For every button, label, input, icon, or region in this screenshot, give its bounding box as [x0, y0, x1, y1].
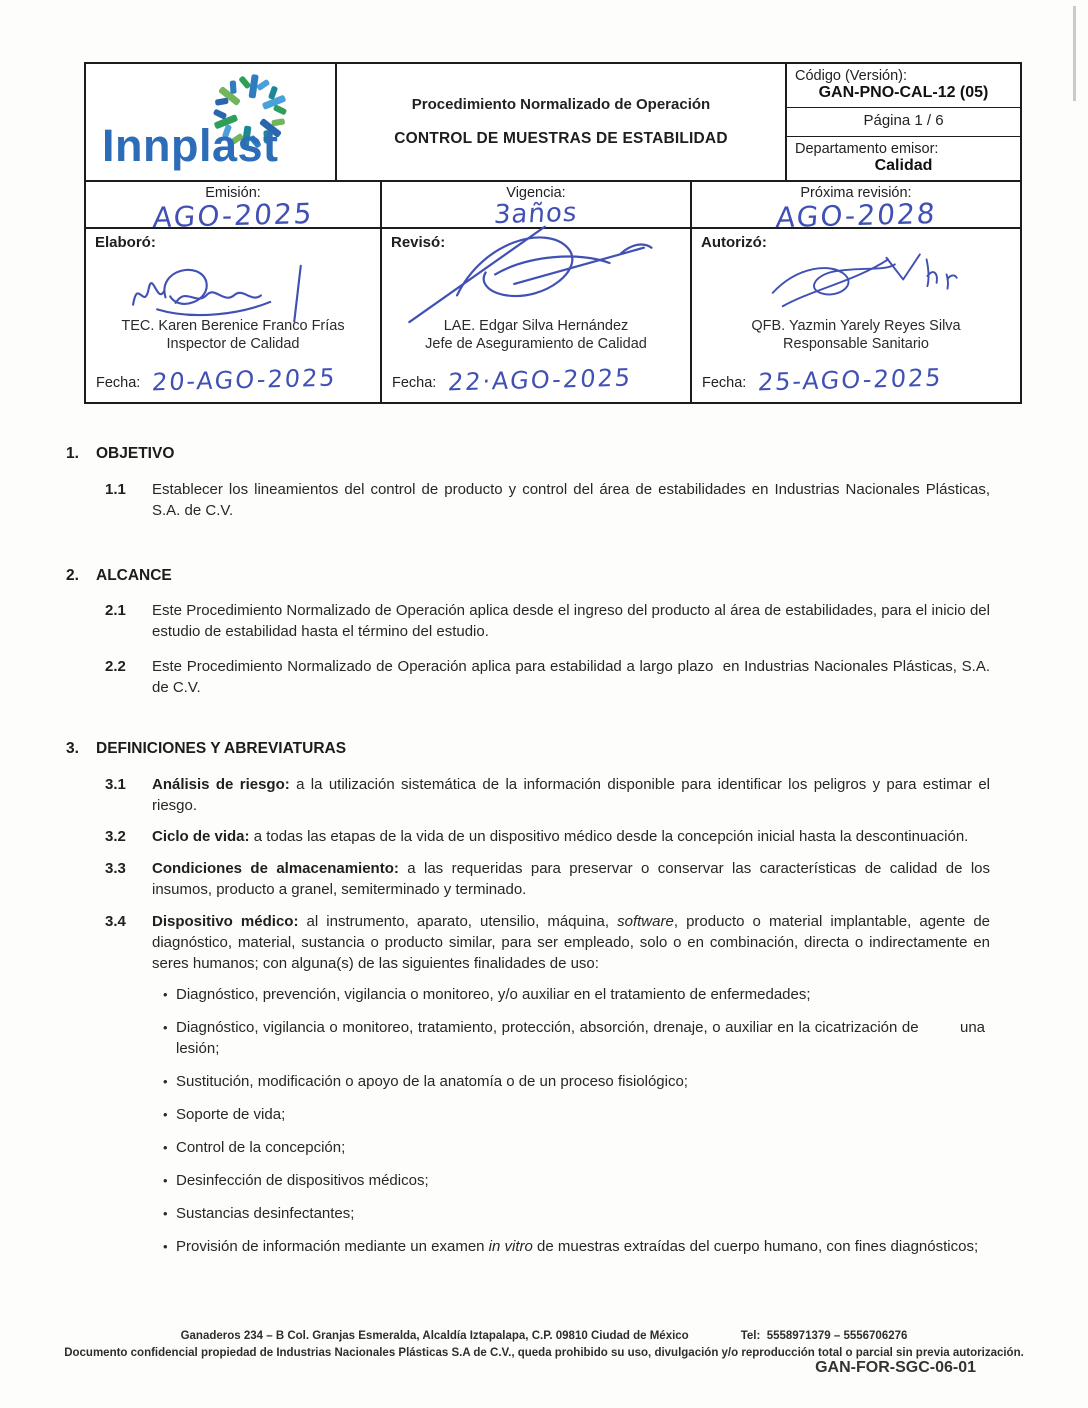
header-table — [84, 62, 1022, 404]
department-cell — [787, 137, 1020, 180]
clause-3-4 — [66, 911, 990, 974]
page-number: Página 1 / 6 — [787, 108, 1020, 137]
clause-3-3 — [66, 858, 990, 900]
clause-text: Establecer los lineamientos del control de producto y control del área de estabilidades en Industrias Nacionales Plásticas, S.A. de C.V. — [152, 481, 990, 519]
list-item: • Control de la concepción; — [163, 1137, 985, 1158]
department-label: Departamento emisor: — [795, 141, 939, 157]
reviso-date-handwritten: 22·AGO-2025 — [447, 363, 634, 397]
section-heading-alcance — [66, 565, 990, 586]
clause-text: Condiciones de almacenamiento: a las requeridas para preservar o conservar las características de calidad de los insumos, producto a granel, semiterminado y terminado. — [152, 860, 990, 898]
list-item: • Soporte de vida; — [163, 1104, 985, 1125]
section-number: 2. — [66, 567, 79, 584]
validity-label: Vigencia: — [506, 185, 566, 201]
section-title: ALCANCE — [96, 567, 172, 584]
doc-info-block — [787, 64, 1020, 180]
autorizo-date-label: Fecha: — [702, 375, 747, 391]
autorizo-position: Responsable Sanitario — [783, 336, 929, 352]
clause-number: 3.4 — [105, 913, 126, 930]
reviso-date-label: Fecha: — [392, 375, 437, 391]
header-row-title — [86, 64, 1020, 182]
autorizo-label: Autorizó: — [701, 234, 767, 251]
department-value: Calidad — [874, 157, 933, 174]
doc-code-value: GAN-PNO-CAL-12 (05) — [818, 84, 989, 101]
header-row-dates — [86, 182, 1020, 235]
doc-code-label: Código (Versión): — [795, 68, 908, 84]
section-number: 1. — [66, 445, 79, 462]
clause-number: 2.1 — [105, 602, 126, 619]
footer-confidential: Documento confidencial propiedad de Industrias Nacionales Plásticas S.A de C.V., queda prohibido su uso, divulgación y/o reproducción total o parcial sin previa autorización. — [64, 1347, 1024, 1359]
reviso-position: Jefe de Aseguramiento de Calidad — [425, 336, 647, 352]
elaboro-position: Inspector de Calidad — [166, 336, 300, 352]
clause-1-1 — [66, 479, 990, 521]
header-row-signatures — [86, 229, 1020, 402]
reviso-signature — [396, 215, 682, 335]
section-number: 3. — [66, 740, 79, 757]
list-item: • Sustancias desinfectantes; — [163, 1203, 985, 1224]
document-body — [66, 443, 990, 1269]
clause-3-1 — [66, 774, 990, 816]
elaboro-date-row — [96, 363, 338, 397]
clause-text: Este Procedimiento Normalizado de Operación aplica para estabilidad a largo plazo en Industrias Nacionales Plásticas, S.A. de C.V. — [152, 658, 990, 696]
page-title: CONTROL DE MUESTRAS DE ESTABILIDAD — [394, 130, 728, 147]
elaboro-name: TEC. Karen Berenice Franco Frías — [121, 318, 345, 334]
clause-number: 3.3 — [105, 860, 126, 877]
list-item: • Sustitución, modificación o apoyo de la anatomía o de un proceso fisiológico; — [163, 1071, 985, 1092]
reviso-date-row — [392, 363, 634, 397]
logo-text: Innplast — [102, 120, 279, 171]
clause-text: Ciclo de vida: a todas las etapas de la vida de un dispositivo médico desde la concepción inicial hasta la descontinuación. — [152, 828, 969, 845]
validity-handwritten: 3años — [493, 197, 579, 231]
elaboro-date-label: Fecha: — [96, 375, 141, 391]
elaboro-date-handwritten: 20-AGO-2025 — [151, 363, 338, 397]
clause-text: Este Procedimiento Normalizado de Operación aplica desde el ingreso del producto al área de estabilidades, para el inicio del estudio de estabilidad hasta el término del estudio. — [152, 602, 990, 640]
autorizo-signature — [748, 241, 978, 338]
list-item: • Diagnóstico, prevención, vigilancia o monitoreo, y/o auxiliar en el tratamiento de enfermedades; — [163, 984, 985, 1005]
clause-number: 3.1 — [105, 776, 126, 793]
doc-type: Procedimiento Normalizado de Operación — [411, 96, 711, 113]
clause-2-1 — [66, 600, 990, 642]
elaboro-signature — [116, 251, 341, 344]
section-title: DEFINICIONES Y ABREVIATURAS — [96, 740, 347, 757]
footer-address-row — [0, 1330, 1088, 1342]
validity-cell — [382, 182, 692, 231]
list-item: • Provisión de información mediante un examen in vitro de muestras extraídas del cuerpo humano, con fines diagnósticos; — [163, 1236, 985, 1257]
reviso-name: LAE. Edgar Silva Hernández — [443, 318, 629, 334]
emission-handwritten: AGO-2025 — [151, 196, 315, 235]
autorizo-date-row — [702, 363, 944, 397]
next-review-handwritten: AGO-2028 — [774, 196, 938, 235]
emission-label: Emisión: — [205, 185, 261, 201]
footer-address: Ganaderos 234 – B Col. Granjas Esmeralda, Alcaldía Iztapalapa, C.P. 09810 Ciudad de México — [180, 1330, 689, 1342]
next-review-cell — [692, 182, 1020, 235]
reviso-cell — [382, 229, 692, 402]
logo — [86, 64, 337, 180]
elaboro-label: Elaboró: — [95, 234, 156, 251]
reviso-label: Revisó: — [391, 234, 446, 251]
list-item: • Diagnóstico, vigilancia o monitoreo, tratamiento, protección, absorción, drenaje, o auxiliar en la cicatrización de una lesión; — [163, 1017, 985, 1059]
clause-number: 3.2 — [105, 828, 126, 845]
clause-3-2 — [66, 826, 990, 847]
clause-text: Dispositivo médico: al instrumento, aparato, utensilio, máquina, software, producto o material implantable, agente de diagnóstico, material, sustancia o producto similar, para ser empleado, solo o en combinación, directa o indirectamente en seres humanos; con alguna(s) de las siguientes finalidades de uso: — [152, 913, 991, 972]
section-heading-objetivo — [66, 443, 990, 464]
autorizo-cell — [692, 229, 1020, 402]
list-item: • Desinfección de dispositivos médicos; — [163, 1170, 985, 1191]
clause-2-2 — [66, 656, 990, 698]
autorizo-date-handwritten: 25-AGO-2025 — [757, 363, 944, 397]
clause-number: 1.1 — [105, 481, 126, 498]
clause-number: 2.2 — [105, 658, 126, 675]
section-heading-definiciones — [66, 738, 990, 759]
elaboro-cell — [86, 229, 382, 402]
emission-cell — [86, 182, 382, 235]
doc-code-cell — [787, 64, 1020, 108]
footer-form-code: GAN-FOR-SGC-06-01 — [815, 1359, 976, 1376]
title-block — [337, 64, 787, 180]
autorizo-name: QFB. Yazmin Yarely Reyes Silva — [751, 318, 961, 334]
section-title: OBJETIVO — [96, 445, 175, 462]
next-review-label: Próxima revisión: — [800, 185, 912, 201]
clause-text: Análisis de riesgo: a la utilización sistemática de la información disponible para identificar los peligros y para estimar el riesgo. — [152, 776, 991, 814]
finalidades-list — [163, 984, 985, 1257]
scan-artifact — [1073, 6, 1076, 101]
footer-tel: Tel: 5558971379 – 5556706276 — [740, 1330, 908, 1342]
